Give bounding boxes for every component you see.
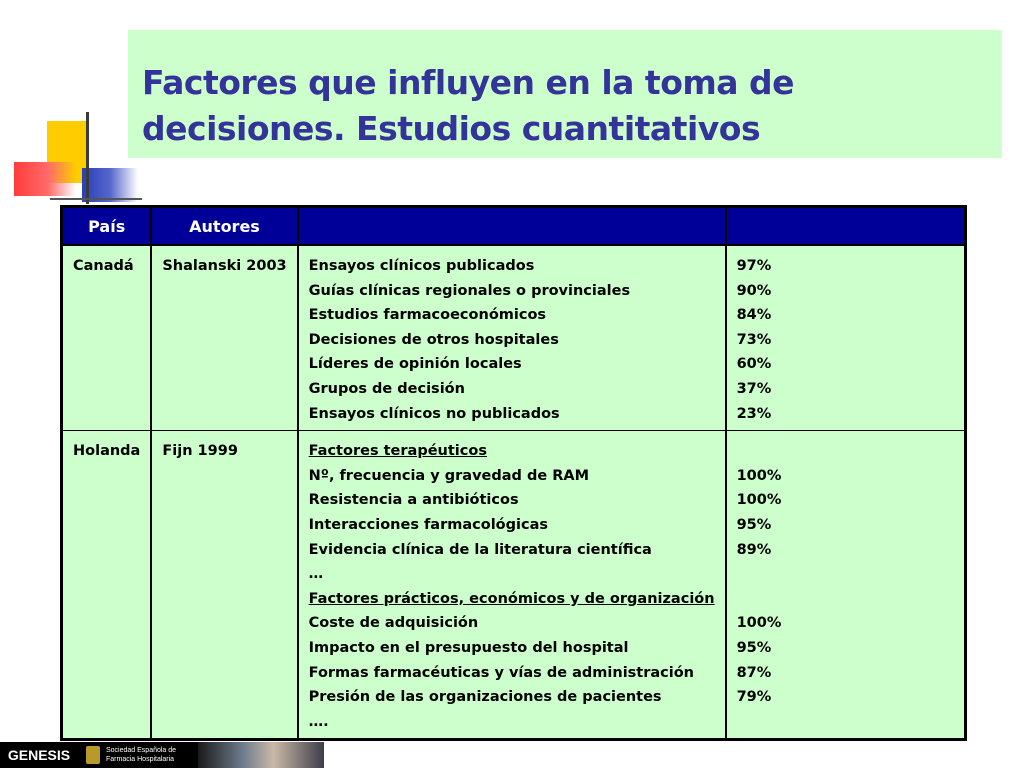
title-box bbox=[128, 30, 1002, 158]
header-values bbox=[726, 207, 966, 246]
percent-value: 84% bbox=[736, 307, 772, 324]
percent-value: 79% bbox=[736, 689, 772, 706]
table-header-row bbox=[62, 207, 966, 246]
percent-value: 23% bbox=[736, 405, 772, 422]
factor-item: Líderes de opinión locales bbox=[308, 356, 522, 373]
factor-item: Interacciones farmacológicas bbox=[308, 516, 548, 533]
percent-value: 87% bbox=[736, 664, 772, 681]
factor-ellipsis: … bbox=[308, 566, 324, 583]
percent-value: 60% bbox=[736, 356, 772, 373]
country-label: Canadá bbox=[73, 258, 134, 274]
percent-value: 97% bbox=[736, 258, 772, 274]
crest-icon bbox=[86, 746, 100, 764]
header-authors: Autores bbox=[151, 207, 297, 246]
factor-item: Ensayos clínicos publicados bbox=[308, 258, 535, 274]
factor-item: Formas farmacéuticas y vías de administración bbox=[308, 664, 695, 681]
factor-item: Presión de las organizaciones de pacientes bbox=[308, 689, 662, 706]
sefh-name: Sociedad Española de Farmacia Hospitalaria bbox=[106, 747, 177, 763]
factor-item: Nº, frecuencia y gravedad de RAM bbox=[308, 467, 590, 484]
cell-factors bbox=[298, 245, 726, 431]
factor-item: Impacto en el presupuesto del hospital bbox=[308, 639, 629, 656]
table-row-holanda bbox=[62, 431, 966, 740]
factor-item: Resistencia a antibióticos bbox=[308, 492, 519, 509]
percent-value bbox=[737, 710, 954, 735]
header-country: País bbox=[62, 207, 152, 246]
factor-ellipsis: …. bbox=[308, 713, 329, 730]
percent-value: 100% bbox=[736, 467, 782, 484]
author-label: Shalanski 2003 bbox=[162, 258, 287, 274]
cell-values bbox=[726, 431, 966, 740]
percent-value bbox=[737, 562, 954, 587]
cell-country bbox=[62, 431, 152, 740]
country-label: Holanda bbox=[73, 443, 141, 460]
footer-photo bbox=[198, 742, 324, 768]
factors-table bbox=[60, 205, 967, 741]
cell-country bbox=[62, 245, 152, 431]
cell-author bbox=[151, 245, 297, 431]
percent-value: 100% bbox=[736, 492, 782, 509]
percent-value: 90% bbox=[736, 282, 772, 299]
logo-vertical-line bbox=[86, 112, 89, 204]
logo-blue-block bbox=[82, 168, 138, 202]
cell-values bbox=[726, 245, 966, 431]
factor-section-heading: Factores terapéuticos bbox=[308, 443, 487, 460]
cell-author bbox=[151, 431, 297, 740]
percent-value: 95% bbox=[736, 639, 772, 656]
percent-value: 73% bbox=[736, 331, 772, 348]
table-row-canada bbox=[62, 245, 966, 431]
factor-item: Coste de adquisición bbox=[308, 615, 479, 632]
logo-horizontal-line bbox=[50, 198, 142, 200]
percent-value bbox=[737, 587, 954, 612]
percent-value: 100% bbox=[736, 615, 782, 632]
author-label: Fijn 1999 bbox=[162, 443, 238, 460]
factor-item: Grupos de decisión bbox=[308, 380, 465, 397]
factor-section-heading: Factores prácticos, económicos y de organización bbox=[308, 590, 715, 607]
percent-value: 89% bbox=[736, 541, 772, 558]
footer-bar bbox=[0, 742, 1024, 768]
factor-item: Evidencia clínica de la literatura científica bbox=[308, 541, 652, 558]
cell-factors bbox=[298, 431, 726, 740]
percent-value: 95% bbox=[736, 516, 772, 533]
factor-item: Decisiones de otros hospitales bbox=[308, 331, 559, 348]
header-factors bbox=[298, 207, 726, 246]
factor-item: Guías clínicas regionales o provinciales bbox=[308, 282, 631, 299]
percent-value: 37% bbox=[736, 380, 772, 397]
sefh-logo bbox=[78, 742, 198, 768]
slide-title: Factores que influyen en la toma de decisiones. Estudios cuantitativos bbox=[142, 63, 795, 148]
factor-item: Estudios farmacoeconómicos bbox=[308, 307, 547, 324]
logo-red-block bbox=[14, 162, 76, 196]
factor-item: Ensayos clínicos no publicados bbox=[308, 405, 560, 422]
genesis-logo: GENESIS bbox=[0, 742, 78, 768]
percent-value bbox=[737, 439, 954, 464]
